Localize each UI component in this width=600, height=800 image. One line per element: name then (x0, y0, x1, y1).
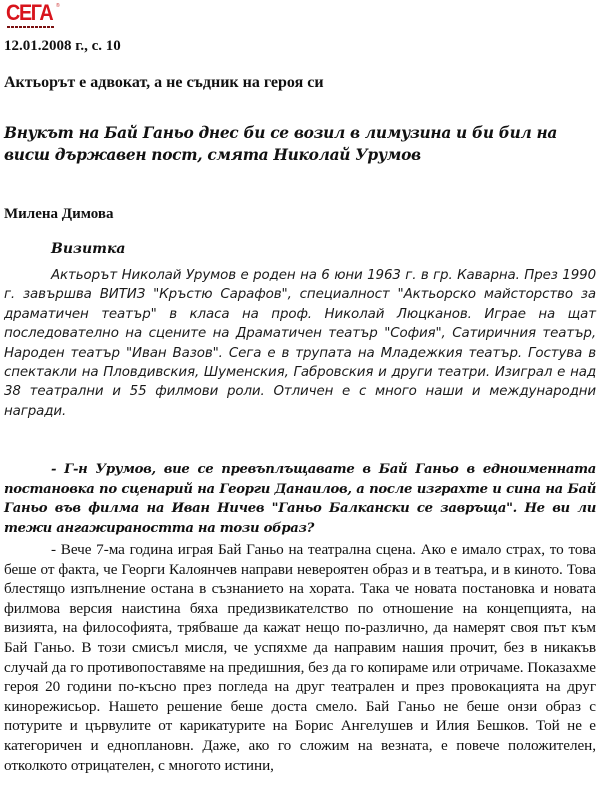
logo-underline (7, 26, 55, 28)
bio-paragraph: Актьорът Николай Урумов е роден на 6 юни 1963 г. в гр. Каварна. През 1990 г. завършва ВИТИЗ "Кръстю Сарафов", специалност "Актьорско майсторство за драматичен театър" в класа на проф. Николай Люцканов. Играе на щат последователно на сцените на Драматичен театър "София", Сатиричния театър, Народен театър "Иван Вазов". Сега е в трупата на Младежкия театър. Гостува в спектакли на Пловдивския, Шуменския, Габровския и други театри. Изиграл е над 38 театрални и 55 филмови роли. Отличен е с много наши и международни награди. (4, 268, 596, 419)
article-subtitle: Внукът на Бай Ганьо днес би се возил в лимузина и би бил на висш държавен пост, смята Николай Урумов (4, 124, 558, 164)
sega-logo (6, 0, 60, 28)
article-title: Актьорът е адвокат, а не съдник на героя си (4, 74, 324, 91)
section-heading: Визитка (51, 241, 126, 257)
interview-answer: - Вече 7-ма година играя Бай Ганьо на театрална сцена. Ако е имало страх, то това беше от факта, че Георги Калоянчев направи невероятен образ и в театъра, и в киното. Това блестящо изпълнение остана в съзнанието на хората. Така че новата постановка и новата филмова версия наистина бяха предизвикателство по отношение на концепцията, на визията, на философията, трябваше да кажат нещо по-различно, да намерят своя път към Бай Ганьо. В този смисъл мисля, че успяхме да направим нашия прочит, без в никакъв случай да го противопоставяме на предишния, без да го копираме или отричаме. Показахме героя 20 години по-късно през погледа на друг театрален и през провокацията на друг кинорежисьор. Нашето решение беше доста смело. Бай Ганьо не беше онзи образ с потурите и цървулите от карикатурите на Борис Ангелушев и Илия Бешков. Той не е категоричен и едноплановн. Даже, ако го сложим на везната, е повече положителен, отколкото отрицателен, с многото истини, (4, 541, 596, 774)
registered-mark-icon: ® (56, 3, 60, 9)
interview-question: - Г-н Урумов, вие се превъплъщавате в Бай Ганьо в едноименната постановка по сценарий на Георги Данаилов, а после изграхте и сина на Бай Ганьо във филма на Иван Ничев "Ганьо Балкански се завръща". Не ви ли тежи ангажираността на този образ? (4, 462, 596, 536)
logo-text: СЕГА (6, 0, 53, 25)
dateline: 12.01.2008 г., с. 10 (4, 38, 121, 54)
author-name: Милена Димова (4, 206, 114, 222)
